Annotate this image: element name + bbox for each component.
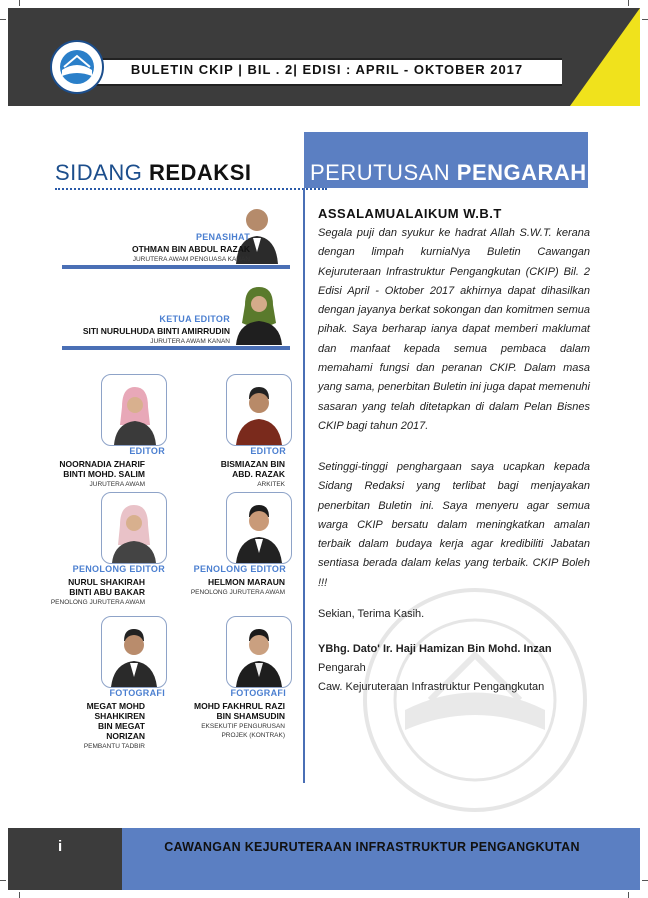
member-role: PENOLONG EDITOR xyxy=(72,564,165,574)
crop-mark xyxy=(19,892,20,898)
crop-mark xyxy=(0,19,6,20)
ketua-editor-underline xyxy=(62,346,290,350)
member-title: JURUTERA AWAM xyxy=(89,481,145,488)
member-role: FOTOGRAFI xyxy=(109,688,165,698)
crop-mark xyxy=(628,892,629,898)
message-paragraph-2: Setinggi-tinggi penghargaan saya ucapkan kepada Sidang Redaksi yang terlibat bagi menjayakan penerbitan Buletin ini. Saya menyeru agar semua warga CKIP bersatu dalam meningkatkan amalan terbaik dalam budaya kerja agar kredibiliti Jabatan sentiasa berada dalam kelas yang terbaik. CKIP Boleh !!! xyxy=(318,461,590,589)
footer-blue-block xyxy=(122,828,640,890)
member-photo-frame xyxy=(101,616,167,688)
bulletin-title: BULETIN CKIP | BIL . 2| EDISI : APRIL - OKTOBER 2017 xyxy=(130,62,524,77)
ketua-editor-title: JURUTERA AWAM KANAN xyxy=(150,338,230,345)
member-photo-frame xyxy=(226,492,292,564)
member-name: MEGAT MOHD xyxy=(86,701,145,711)
member-photo xyxy=(233,381,285,445)
member-name: BIN SHAMSUDIN xyxy=(216,711,285,721)
page-number: i xyxy=(58,838,63,855)
member-name: NORIZAN xyxy=(106,731,145,741)
crop-mark xyxy=(628,0,629,6)
penasihat-underline xyxy=(62,265,290,269)
signer-organisation: Caw. Kejuruteraan Infrastruktur Pengangkutan xyxy=(318,681,545,693)
member-name: NOORNADIA ZHARIF xyxy=(59,459,145,469)
crop-mark xyxy=(642,880,648,881)
header-accent-triangle xyxy=(570,8,640,106)
member-role: FOTOGRAFI xyxy=(230,688,286,698)
closing-text: Sekian, Terima Kasih. xyxy=(318,608,425,620)
member-name: NURUL SHAKIRAH xyxy=(68,577,145,587)
column-divider xyxy=(303,188,305,783)
member-photo-frame xyxy=(101,492,167,564)
member-name: HELMON MARAUN xyxy=(208,577,285,587)
member-title: PENOLONG JURUTERA AWAM xyxy=(50,599,145,606)
member-name: MOHD FAKHRUL RAZI xyxy=(194,701,285,711)
member-role: EDITOR xyxy=(250,446,286,456)
signer-name: YBhg. Dato' Ir. Haji Hamizan Bin Mohd. Inzan xyxy=(318,643,552,655)
role-ketua-editor: KETUA EDITOR xyxy=(159,314,230,324)
footer-organisation-name: CAWANGAN KEJURUTERAAN INFRASTRUKTUR PENGANGKUTAN xyxy=(164,840,580,854)
ckip-logo-icon xyxy=(50,40,104,94)
member-photo xyxy=(233,623,285,687)
sidang-redaksi-title: SIDANG REDAKSI xyxy=(55,160,252,185)
member-title: PEMBANTU TADBIR xyxy=(83,743,145,750)
member-name: SHAHKIREN xyxy=(94,711,145,721)
member-photo xyxy=(110,381,160,445)
member-photo-frame xyxy=(101,374,167,446)
message-paragraph-1: Segala puji dan syukur ke hadrat Allah S.W.T. kerana dengan limpah kurniaNya Buletin Cawangan Kejuruteraan Infrastruktur Pengangkutan (CKIP) Bil. 2 Edisi April - Oktober 2017 akhirnya dapat dihasilkan dengan jayanya berkat sokongan dan komitmen semua pihak. Saya berharap ianya dapat memberi maklumat dan manfaat kepada semua pembaca dalam memahami fungsi dan peranan CKIP. Dalam masa yang sama, penerbitan Buletin ini juga dapat memenuhi sasaran yang telah ditetapkan di dalam Pelan Bisnes CKIP bagi tahun 2017. xyxy=(318,227,590,432)
member-photo-frame xyxy=(226,616,292,688)
ketua-editor-photo xyxy=(232,283,286,345)
perutusan-pengarah-title: PERUTUSAN PENGARAH xyxy=(310,160,587,185)
penasihat-name: OTHMAN BIN ABDUL RAZAK xyxy=(131,244,250,254)
member-role: PENOLONG EDITOR xyxy=(193,564,286,574)
crop-mark xyxy=(642,19,648,20)
member-name: BINTI MOHD. SALIM xyxy=(63,469,145,479)
member-title: EKSEKUTIF PENGURUSAN xyxy=(201,723,285,730)
signer-role: Pengarah xyxy=(318,662,366,674)
member-name: ABD. RAZAK xyxy=(232,469,285,479)
member-role: EDITOR xyxy=(129,446,165,456)
member-photo-frame xyxy=(226,374,292,446)
penasihat-title: JURUTERA AWAM PENGUASA KANAN xyxy=(132,256,250,263)
member-title: PROJEK (KONTRAK) xyxy=(221,732,285,739)
dotted-divider xyxy=(55,188,327,190)
member-title: PENOLONG JURUTERA AWAM xyxy=(190,589,285,596)
crop-mark xyxy=(19,0,20,6)
member-name: BISMIAZAN BIN xyxy=(220,459,285,469)
member-name: BINTI ABU BAKAR xyxy=(69,587,145,597)
crop-mark xyxy=(0,880,6,881)
member-photo xyxy=(108,623,160,687)
member-title: ARKITEK xyxy=(257,481,285,488)
member-photo xyxy=(108,499,160,563)
role-penasihat: PENASIHAT xyxy=(195,232,250,242)
greeting-heading: ASSALAMUALAIKUM W.B.T xyxy=(318,206,502,221)
member-photo xyxy=(233,499,285,563)
member-name: BIN MEGAT xyxy=(97,721,145,731)
ketua-editor-name: SITI NURULHUDA BINTI AMIRRUDIN xyxy=(82,326,230,336)
